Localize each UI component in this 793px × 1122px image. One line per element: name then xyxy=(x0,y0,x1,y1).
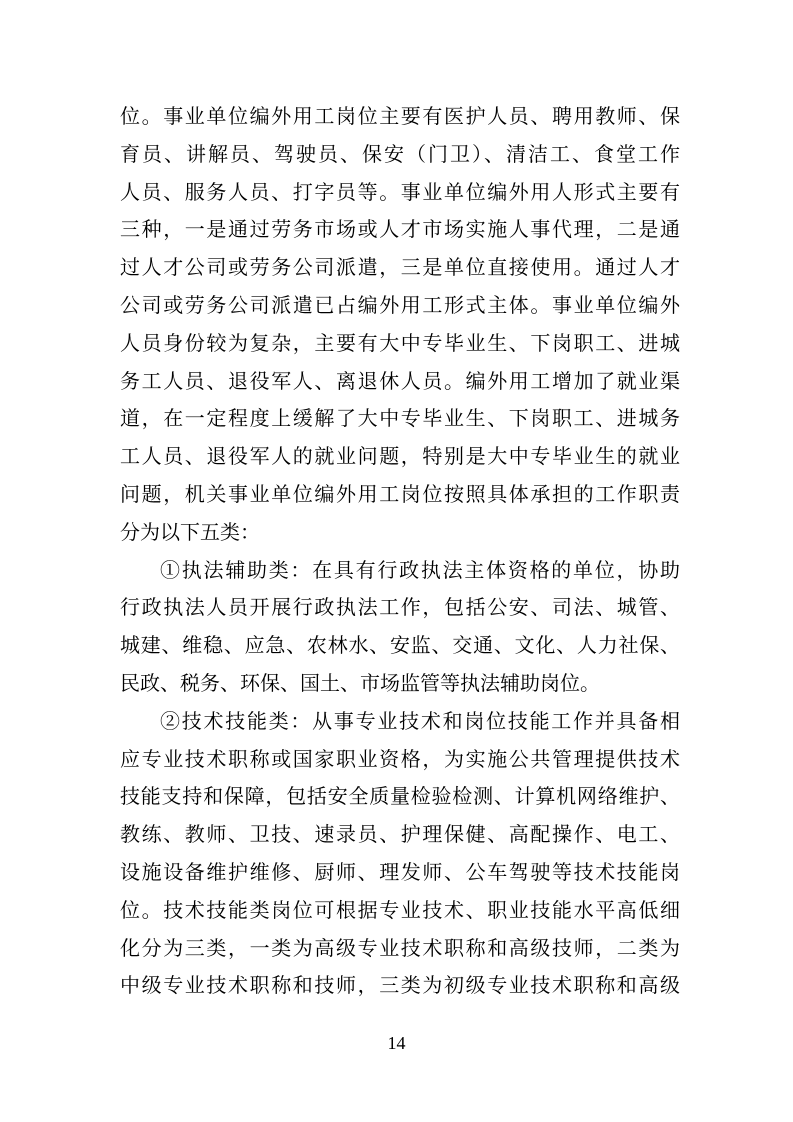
text-line: 民政、税务、环保、国土、市场监管等执法辅助岗位。 xyxy=(120,671,600,695)
text-line: 务工人员、退役军人、离退休人员。编外用工增加了就业渠 xyxy=(120,369,680,393)
text-line: 道，在一定程度上缓解了大中专毕业生、下岗职工、进城务 xyxy=(120,406,680,430)
text-line: 教练、教师、卫技、速录员、护理保健、高配操作、电工、 xyxy=(120,822,680,846)
text-line: 中级专业技术职称和技师，三类为初级专业技术职称和高级 xyxy=(120,973,680,997)
text-line: 分为以下五类： xyxy=(120,520,260,544)
text-line: 技能支持和保障，包括安全质量检验检测、计算机网络维护、 xyxy=(120,784,680,808)
text-line: 人员、服务人员、打字员等。事业单位编外用人形式主要有 xyxy=(120,180,680,204)
text-line: 位。技术技能类岗位可根据专业技术、职业技能水平高低细 xyxy=(120,898,680,922)
text-line: 设施设备维护维修、厨师、理发师、公车驾驶等技术技能岗 xyxy=(120,860,680,884)
text-line: 人员身份较为复杂，主要有大中专毕业生、下岗职工、进城 xyxy=(120,331,680,355)
paragraph-start-line: ①执法辅助类：在具有行政执法主体资格的单位，协助 xyxy=(160,558,680,582)
text-line: 育员、讲解员、驾驶员、保安（门卫）、清洁工、食堂工作 xyxy=(120,142,680,166)
page-number: 14 xyxy=(387,1033,406,1053)
text-line: 问题，机关事业单位编外用工岗位按照具体承担的工作职责 xyxy=(120,482,680,506)
text-line: 应专业技术职称或国家职业资格，为实施公共管理提供技术 xyxy=(120,747,680,771)
text-line: 公司或劳务公司派遣已占编外用工形式主体。事业单位编外 xyxy=(120,293,680,317)
text-line: 位。事业单位编外用工岗位主要有医护人员、聘用教师、保 xyxy=(120,104,680,128)
text-line: 三种，一是通过劳务市场或人才市场实施人事代理，二是通 xyxy=(120,217,680,241)
text-line: 行政执法人员开展行政执法工作，包括公安、司法、城管、 xyxy=(120,595,680,619)
text-line: 化分为三类，一类为高级专业技术职称和高级技师，二类为 xyxy=(120,936,680,960)
text-line: 工人员、退役军人的就业问题，特别是大中专毕业生的就业 xyxy=(120,444,680,468)
text-line: 过人才公司或劳务公司派遣，三是单位直接使用。通过人才 xyxy=(120,255,680,279)
paragraph-start-line: ②技术技能类：从事专业技术和岗位技能工作并具备相 xyxy=(160,709,680,733)
text-line: 城建、维稳、应急、农林水、安监、交通、文化、人力社保、 xyxy=(120,633,680,657)
